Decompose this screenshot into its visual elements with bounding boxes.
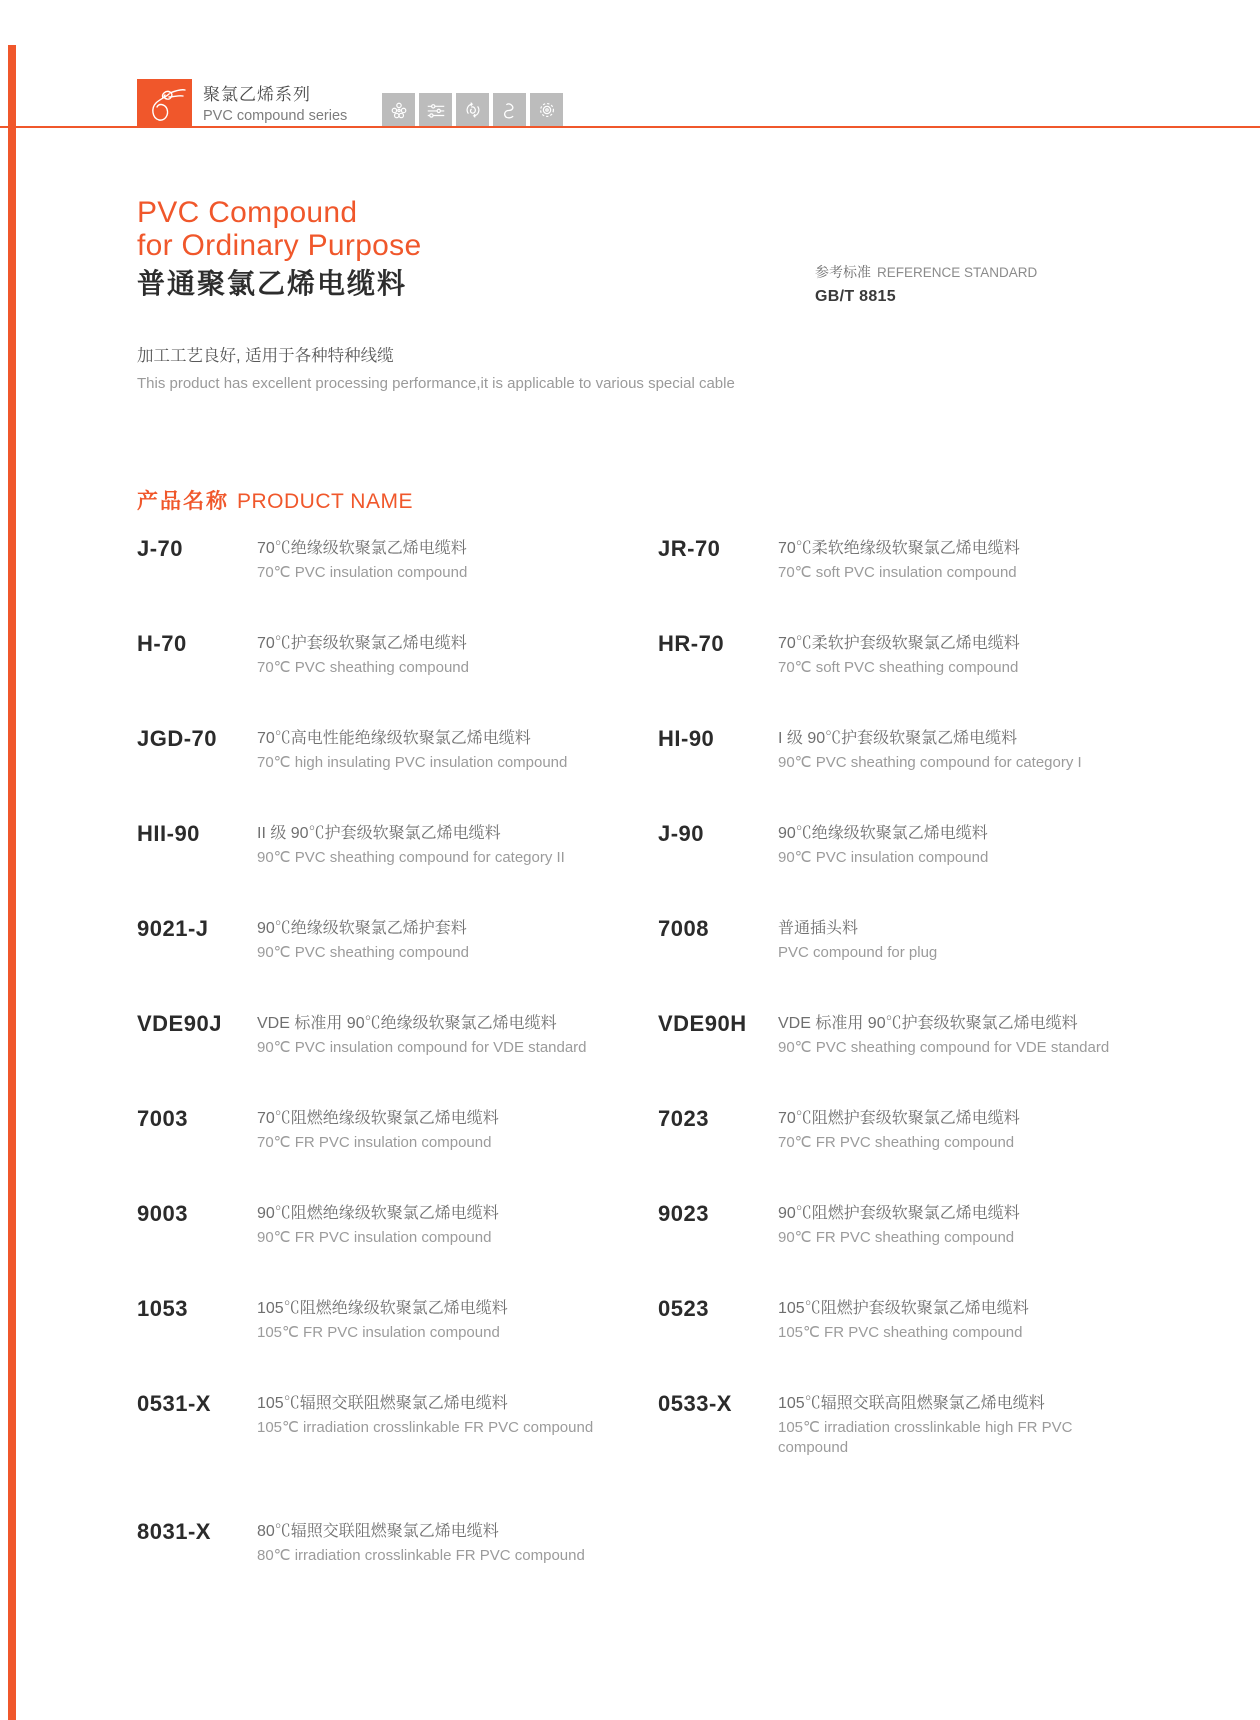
product-desc-zh: 80℃辐照交联阻燃聚氯乙烯电缆料: [257, 1523, 499, 1540]
product-desc-en: PVC compound for plug: [778, 944, 938, 961]
product-desc-en: 105℃ FR PVC insulation compound: [257, 1324, 500, 1341]
product-code: JGD-70: [137, 726, 218, 751]
reference-standard-label: [815, 262, 1037, 282]
product-desc-en: 90℃ PVC insulation compound for VDE standard: [257, 1039, 587, 1056]
process-line-icon: [419, 93, 452, 126]
product-desc-zh: 105℃阻燃绝缘级软聚氯乙烯电缆料: [257, 1300, 508, 1317]
series-title-en: PVC compound series: [203, 108, 348, 125]
reference-standard: [815, 262, 1037, 306]
product-entry: [137, 538, 658, 633]
section-heading: [137, 485, 413, 515]
product-desc-en: 90℃ FR PVC sheathing compound: [778, 1229, 1015, 1246]
product-desc-en: 70℃ high insulating PVC insulation compound: [257, 754, 568, 771]
product-desc-zh: 70℃阻燃护套级软聚氯乙烯电缆料: [778, 1110, 1020, 1127]
product-desc-zh: VDE 标准用 90℃绝缘级软聚氯乙烯电缆料: [257, 1015, 557, 1032]
product-desc-en: 70℃ soft PVC insulation compound: [778, 564, 1017, 581]
product-entry: [658, 1203, 1167, 1298]
product-desc-en: 70℃ soft PVC sheathing compound: [778, 659, 1019, 676]
product-desc-en: 70℃ FR PVC insulation compound: [257, 1134, 492, 1151]
product-entry: [137, 1013, 658, 1108]
product-desc-zh: VDE 标准用 90℃护套级软聚氯乙烯电缆料: [778, 1015, 1078, 1032]
product-desc-zh: 90℃阻燃绝缘级软聚氯乙烯电缆料: [257, 1205, 499, 1222]
product-entry: [658, 538, 1167, 633]
page-title-en: [137, 196, 421, 262]
recycle-icon: [456, 93, 489, 126]
product-code: 9003: [137, 1201, 188, 1226]
product-desc-en: 70℃ FR PVC sheathing compound: [778, 1134, 1015, 1151]
product-desc-zh: 105℃阻燃护套级软聚氯乙烯电缆料: [778, 1300, 1029, 1317]
product-entry: [137, 1298, 658, 1393]
product-desc-zh: 普通插头料: [778, 920, 859, 937]
product-entry: [658, 1298, 1167, 1393]
product-code: JR-70: [658, 536, 721, 561]
header-icon-row: [382, 93, 563, 126]
product-desc-en: 105℃ irradiation crosslinkable FR PVC compound: [257, 1419, 594, 1436]
reference-standard-label-en: REFERENCE STANDARD: [877, 265, 1038, 280]
product-desc-zh: 90℃绝缘级软聚氯乙烯电缆料: [778, 825, 988, 842]
gear-icon: [530, 93, 563, 126]
cable-sketch-icon: [143, 84, 187, 124]
reference-standard-label-zh: 参考标准: [815, 264, 871, 280]
product-code: 7023: [658, 1106, 709, 1131]
product-desc-zh: 70℃高电性能绝缘级软聚氯乙烯电缆料: [257, 730, 531, 747]
brand-logo: [137, 79, 192, 128]
product-desc-zh: I 级 90℃护套级软聚氯乙烯电缆料: [778, 730, 1018, 747]
product-entry: [137, 918, 658, 1013]
product-code: 9023: [658, 1201, 709, 1226]
product-entry: [137, 1521, 658, 1566]
product-entry: [137, 633, 658, 728]
product-entry: [137, 823, 658, 918]
page-title-en-line1: PVC Compound: [137, 196, 358, 229]
left-accent-strip: [8, 45, 16, 1720]
product-desc-en: 90℃ PVC sheathing compound for category II: [257, 849, 565, 866]
section-heading-zh: 产品名称: [137, 490, 229, 513]
header-rule: [0, 126, 1260, 128]
product-entry: [137, 1108, 658, 1203]
product-desc-en: 105℃ irradiation crosslinkable high FR PVC compound: [778, 1419, 1073, 1456]
product-code: 1053: [137, 1296, 188, 1321]
product-code: 7003: [137, 1106, 188, 1131]
product-code: 7008: [658, 916, 709, 941]
product-code: HII-90: [137, 821, 200, 846]
intro: [137, 342, 735, 392]
product-code: VDE90J: [137, 1011, 222, 1036]
molecule-icon: [382, 93, 415, 126]
series-title-zh: 聚氯乙烯系列: [203, 85, 311, 104]
product-desc-zh: 105℃辐照交联高阻燃聚氯乙烯电缆料: [778, 1395, 1045, 1412]
product-desc-zh: 70℃阻燃绝缘级软聚氯乙烯电缆料: [257, 1110, 499, 1127]
product-desc-zh: 90℃绝缘级软聚氯乙烯护套料: [257, 920, 467, 937]
product-desc-en: 90℃ FR PVC insulation compound: [257, 1229, 492, 1246]
product-desc-zh: 105℃辐照交联阻燃聚氯乙烯电缆料: [257, 1395, 508, 1412]
product-code: HI-90: [658, 726, 715, 751]
product-entry: [658, 1108, 1167, 1203]
section-heading-en: PRODUCT NAME: [237, 490, 413, 513]
page-title-en-line2: for Ordinary Purpose: [137, 229, 422, 262]
product-desc-en: 70℃ PVC sheathing compound: [257, 659, 469, 676]
product-code: H-70: [137, 631, 187, 656]
product-code: VDE90H: [658, 1011, 747, 1036]
product-desc-zh: 70℃柔软护套级软聚氯乙烯电缆料: [778, 635, 1020, 652]
intro-en: This product has excellent processing performance,it is applicable to various special cable: [137, 375, 735, 392]
product-code: 8031-X: [137, 1519, 211, 1544]
product-entry: [137, 1203, 658, 1298]
product-desc-zh: II 级 90℃护套级软聚氯乙烯电缆料: [257, 825, 501, 842]
product-entry-empty: [658, 1521, 1167, 1566]
product-desc-zh: 70℃柔软绝缘级软聚氯乙烯电缆料: [778, 540, 1020, 557]
cable-icon: [493, 93, 526, 126]
product-code: 0523: [658, 1296, 709, 1321]
product-desc-en: 90℃ PVC sheathing compound: [257, 944, 469, 961]
page-title-zh: 普通聚氯乙烯电缆料: [137, 268, 408, 299]
product-code: 0531-X: [137, 1391, 211, 1416]
product-entry: [658, 633, 1167, 728]
product-desc-en: 105℃ FR PVC sheathing compound: [778, 1324, 1023, 1341]
product-entry: [658, 918, 1167, 1013]
product-code: 9021-J: [137, 916, 209, 941]
product-desc-en: 90℃ PVC sheathing compound for category I: [778, 754, 1082, 771]
product-desc-en: 90℃ PVC sheathing compound for VDE standard: [778, 1039, 1110, 1056]
product-desc-en: 90℃ PVC insulation compound: [778, 849, 989, 866]
product-entry: [658, 1393, 1167, 1521]
intro-zh: 加工工艺良好, 适用于各种特种线缆: [137, 347, 394, 365]
product-desc-zh: 90℃阻燃护套级软聚氯乙烯电缆料: [778, 1205, 1020, 1222]
product-entry: [658, 823, 1167, 918]
product-code: HR-70: [658, 631, 725, 656]
product-code: 0533-X: [658, 1391, 732, 1416]
reference-standard-value: GB/T 8815: [815, 288, 896, 305]
product-desc-zh: 70℃护套级软聚氯乙烯电缆料: [257, 635, 467, 652]
product-desc-en: 80℃ irradiation crosslinkable FR PVC compound: [257, 1547, 585, 1564]
product-entry: [137, 1393, 658, 1521]
product-list: [137, 538, 1167, 1566]
product-code: J-90: [658, 821, 705, 846]
product-entry: [658, 1013, 1167, 1108]
series-title: [203, 84, 347, 125]
product-desc-zh: 70℃绝缘级软聚氯乙烯电缆料: [257, 540, 467, 557]
product-entry: [658, 728, 1167, 823]
product-code: J-70: [137, 536, 184, 561]
product-desc-en: 70℃ PVC insulation compound: [257, 564, 468, 581]
product-entry: [137, 728, 658, 823]
